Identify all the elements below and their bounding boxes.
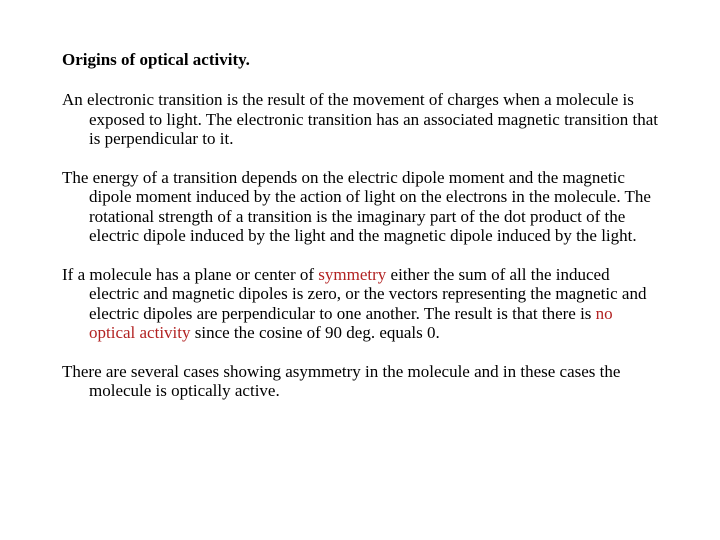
paragraph-asymmetry: There are several cases showing asymmetry in the molecule and in these cases the molecule is optically active.	[62, 361, 621, 400]
paragraph-electronic-transition: An electronic transition is the result of the movement of charges when a molecule is exposed to light. The electronic transition has an associated magnetic transition that is perpendicular to it.	[62, 90, 659, 148]
highlight-symmetry: symmetry	[318, 264, 387, 284]
highlight-no-optical-activity: no optical activity	[89, 303, 613, 342]
paragraph-symmetry-text-1: If a molecule has a plane or center of	[62, 264, 319, 284]
paragraph-symmetry-text-2: either the sum of all the induced electric and magnetic dipoles is zero, or the vectors representing the magnetic and electric dipoles are perpendicular to one another. The result is that there is	[89, 264, 647, 323]
slide-title: Origins of optical activity.	[62, 50, 250, 69]
slide-content	[62, 50, 662, 420]
paragraph-transition-energy: The energy of a transition depends on the electric dipole moment and the magnetic dipole moment induced by the action of light on the electrons in the molecule. The rotational strength of a transition is the imaginary part of the dot product of the electric dipole induced by the light and the magnetic dipole induced by the light.	[62, 167, 651, 245]
paragraph-symmetry-text-3: since the cosine of 90 deg. equals 0.	[190, 323, 440, 342]
paragraph-symmetry	[62, 265, 662, 343]
